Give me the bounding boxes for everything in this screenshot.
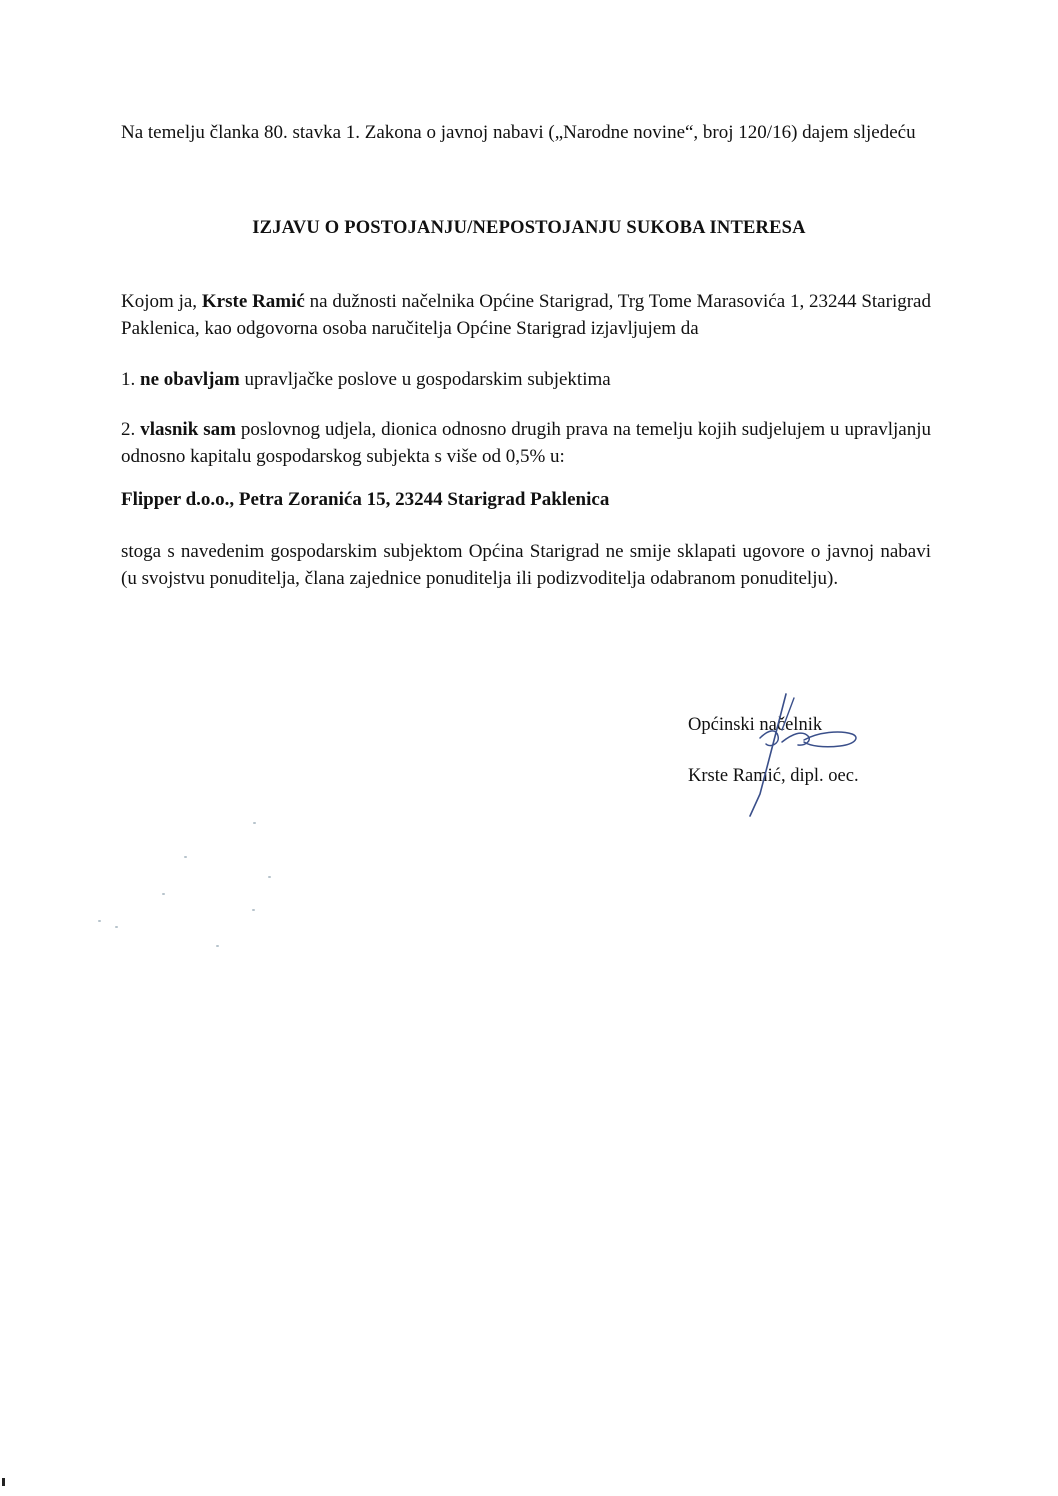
scan-speck (268, 876, 271, 878)
declaration-suffix: na dužnosti načelnika Općine Starigrad, Trg Tome Marasovića 1, 23244 Starigrad Paklenica, kao odgovorna osoba naručitelja Općine Starigrad izjavljujem da (121, 291, 931, 339)
statement-item-2 (121, 416, 931, 470)
item-number: 1. (121, 369, 140, 390)
intro-paragraph (121, 119, 931, 146)
conclusion-paragraph (121, 538, 931, 592)
document-title: IZJAVU O POSTOJANJU/NEPOSTOJANJU SUKOBA INTERESA (252, 218, 806, 238)
item-text: upravljačke poslove u gospodarskim subjektima (239, 369, 611, 390)
item-text: poslovnog udjela, dionica odnosno drugih prava na temelju kojih sudjelujem u upravljanju odnosno kapitalu gospodarskog subjekta s više od 0,5% u: (121, 419, 932, 467)
scan-speck (98, 920, 101, 922)
scan-edge-mark (2, 1478, 5, 1486)
declarant-name: Krste Ramić (201, 291, 305, 312)
item-bold-phrase: vlasnik sam (140, 419, 236, 440)
scan-speck (162, 893, 165, 895)
scan-speck (115, 926, 118, 928)
conclusion-text: stoga s navedenim gospodarskim subjektom Općina Starigrad ne smije sklapati ugovore o javnoj nabavi (u svojstvu ponuditelja, člana zajednice ponuditelja ili podizvoditelja odabranom ponuditelju). (121, 541, 931, 589)
company-line: Flipper d.o.o., Petra Zoranića 15, 23244 Starigrad Paklenica (121, 489, 610, 510)
item-number: 2. (121, 419, 141, 440)
scan-speck (184, 856, 187, 858)
handwritten-signature (700, 690, 870, 820)
signatory-name: Krste Ramić, dipl. oec. (688, 766, 859, 786)
statement-item-1 (121, 366, 931, 393)
scan-speck (252, 909, 255, 911)
item-bold-phrase: ne obavljam (140, 369, 240, 390)
declaration-paragraph (121, 288, 931, 342)
scan-speck (216, 945, 219, 947)
signatory-title: Općinski načelnik (688, 715, 823, 735)
scan-speck (253, 822, 256, 824)
declaration-prefix: Kojom ja, (121, 291, 202, 312)
intro-text: Na temelju članka 80. stavka 1. Zakona o javnoj nabavi („Narodne novine“, broj 120/16) dajem sljedeću (121, 122, 916, 143)
